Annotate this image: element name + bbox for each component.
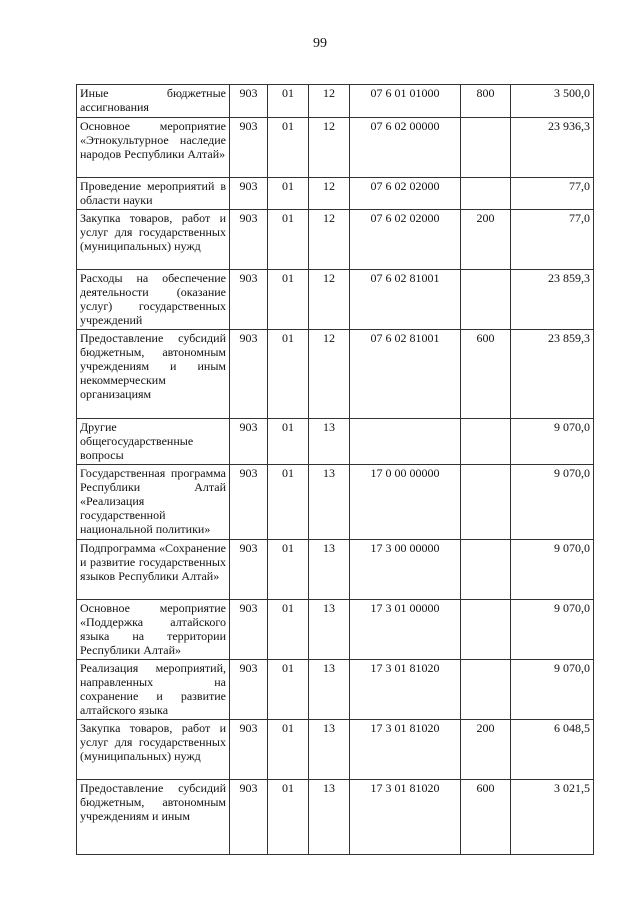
row-subsection-code: 12 bbox=[309, 210, 350, 270]
row-section-code: 01 bbox=[268, 419, 309, 465]
row-target-article: 07 6 02 02000 bbox=[350, 178, 461, 210]
row-amount: 9 070,0 bbox=[511, 465, 594, 540]
row-name: Закупка товаров, работ и услуг для государственных (муниципальных) нужд bbox=[77, 720, 230, 780]
row-admin-code: 903 bbox=[230, 85, 268, 118]
row-admin-code: 903 bbox=[230, 118, 268, 178]
row-name: Другие общегосударственные вопросы bbox=[77, 419, 230, 465]
table-row bbox=[77, 419, 594, 465]
row-section-code: 01 bbox=[268, 330, 309, 419]
row-subsection-code: 13 bbox=[309, 600, 350, 660]
row-target-article: 17 3 00 00000 bbox=[350, 540, 461, 600]
row-section-code: 01 bbox=[268, 660, 309, 720]
row-admin-code: 903 bbox=[230, 780, 268, 855]
row-name: Государственная программа Республики Алтай «Реализация государственной национальной политики» bbox=[77, 465, 230, 540]
row-section-code: 01 bbox=[268, 600, 309, 660]
row-expense-type bbox=[461, 660, 511, 720]
table-row bbox=[77, 85, 594, 118]
row-admin-code: 903 bbox=[230, 465, 268, 540]
row-subsection-code: 12 bbox=[309, 330, 350, 419]
row-amount: 9 070,0 bbox=[511, 660, 594, 720]
row-amount: 77,0 bbox=[511, 210, 594, 270]
row-section-code: 01 bbox=[268, 85, 309, 118]
row-subsection-code: 12 bbox=[309, 118, 350, 178]
row-amount: 9 070,0 bbox=[511, 600, 594, 660]
row-amount: 9 070,0 bbox=[511, 540, 594, 600]
row-subsection-code: 13 bbox=[309, 660, 350, 720]
row-admin-code: 903 bbox=[230, 330, 268, 419]
row-target-article: 07 6 02 02000 bbox=[350, 210, 461, 270]
table-row bbox=[77, 330, 594, 419]
row-name: Расходы на обеспечение деятельности (оказание услуг) государственных учреждений bbox=[77, 270, 230, 330]
row-expense-type bbox=[461, 419, 511, 465]
table-row bbox=[77, 210, 594, 270]
row-target-article: 17 3 01 81020 bbox=[350, 660, 461, 720]
row-name: Основное мероприятие «Этнокультурное наследие народов Республики Алтай» bbox=[77, 118, 230, 178]
row-expense-type: 200 bbox=[461, 720, 511, 780]
table-row bbox=[77, 720, 594, 780]
row-section-code: 01 bbox=[268, 720, 309, 780]
row-amount: 6 048,5 bbox=[511, 720, 594, 780]
row-name: Иные бюджетные ассигнования bbox=[77, 85, 230, 118]
row-subsection-code: 13 bbox=[309, 465, 350, 540]
row-admin-code: 903 bbox=[230, 270, 268, 330]
table-row bbox=[77, 780, 594, 855]
row-admin-code: 903 bbox=[230, 178, 268, 210]
row-section-code: 01 bbox=[268, 210, 309, 270]
row-expense-type: 200 bbox=[461, 210, 511, 270]
row-subsection-code: 13 bbox=[309, 780, 350, 855]
row-expense-type: 800 bbox=[461, 85, 511, 118]
row-subsection-code: 12 bbox=[309, 270, 350, 330]
row-target-article: 07 6 01 01000 bbox=[350, 85, 461, 118]
row-section-code: 01 bbox=[268, 178, 309, 210]
page-number: 99 bbox=[313, 36, 327, 51]
row-expense-type bbox=[461, 178, 511, 210]
row-section-code: 01 bbox=[268, 270, 309, 330]
row-subsection-code: 13 bbox=[309, 419, 350, 465]
row-target-article: 17 3 01 81020 bbox=[350, 720, 461, 780]
row-amount: 3 021,5 bbox=[511, 780, 594, 855]
row-section-code: 01 bbox=[268, 118, 309, 178]
row-expense-type: 600 bbox=[461, 780, 511, 855]
row-target-article: 07 6 02 00000 bbox=[350, 118, 461, 178]
row-amount: 3 500,0 bbox=[511, 85, 594, 118]
row-section-code: 01 bbox=[268, 540, 309, 600]
row-admin-code: 903 bbox=[230, 210, 268, 270]
row-target-article: 07 6 02 81001 bbox=[350, 330, 461, 419]
row-target-article bbox=[350, 419, 461, 465]
row-subsection-code: 13 bbox=[309, 720, 350, 780]
row-name: Основное мероприятие «Поддержка алтайского языка на территории Республики Алтай» bbox=[77, 600, 230, 660]
row-target-article: 17 3 01 81020 bbox=[350, 780, 461, 855]
row-admin-code: 903 bbox=[230, 600, 268, 660]
row-expense-type bbox=[461, 465, 511, 540]
table-row bbox=[77, 540, 594, 600]
row-amount: 23 936,3 bbox=[511, 118, 594, 178]
row-target-article: 17 0 00 00000 bbox=[350, 465, 461, 540]
row-expense-type bbox=[461, 600, 511, 660]
row-admin-code: 903 bbox=[230, 660, 268, 720]
row-subsection-code: 12 bbox=[309, 178, 350, 210]
row-admin-code: 903 bbox=[230, 419, 268, 465]
row-expense-type bbox=[461, 118, 511, 178]
row-admin-code: 903 bbox=[230, 720, 268, 780]
table-row bbox=[77, 118, 594, 178]
row-target-article: 07 6 02 81001 bbox=[350, 270, 461, 330]
row-name: Подпрограмма «Сохранение и развитие государственных языков Республики Алтай» bbox=[77, 540, 230, 600]
row-amount: 23 859,3 bbox=[511, 270, 594, 330]
row-name: Закупка товаров, работ и услуг для государственных (муниципальных) нужд bbox=[77, 210, 230, 270]
row-section-code: 01 bbox=[268, 780, 309, 855]
budget-table bbox=[76, 84, 594, 855]
row-amount: 9 070,0 bbox=[511, 419, 594, 465]
row-amount: 77,0 bbox=[511, 178, 594, 210]
row-subsection-code: 13 bbox=[309, 540, 350, 600]
row-name: Проведение мероприятий в области науки bbox=[77, 178, 230, 210]
row-expense-type: 600 bbox=[461, 330, 511, 419]
row-name: Предоставление субсидий бюджетным, автономным учреждениям и иным bbox=[77, 780, 230, 855]
table-row bbox=[77, 465, 594, 540]
row-subsection-code: 12 bbox=[309, 85, 350, 118]
row-section-code: 01 bbox=[268, 465, 309, 540]
row-target-article: 17 3 01 00000 bbox=[350, 600, 461, 660]
row-name: Предоставление субсидий бюджетным, автономным учреждениям и иным некоммерческим организациям bbox=[77, 330, 230, 419]
table-row bbox=[77, 178, 594, 210]
row-name: Реализация мероприятий, направленных на сохранение и развитие алтайского языка bbox=[77, 660, 230, 720]
table-row bbox=[77, 660, 594, 720]
row-amount: 23 859,3 bbox=[511, 330, 594, 419]
table-row bbox=[77, 270, 594, 330]
table-row bbox=[77, 600, 594, 660]
row-expense-type bbox=[461, 270, 511, 330]
row-admin-code: 903 bbox=[230, 540, 268, 600]
row-expense-type bbox=[461, 540, 511, 600]
